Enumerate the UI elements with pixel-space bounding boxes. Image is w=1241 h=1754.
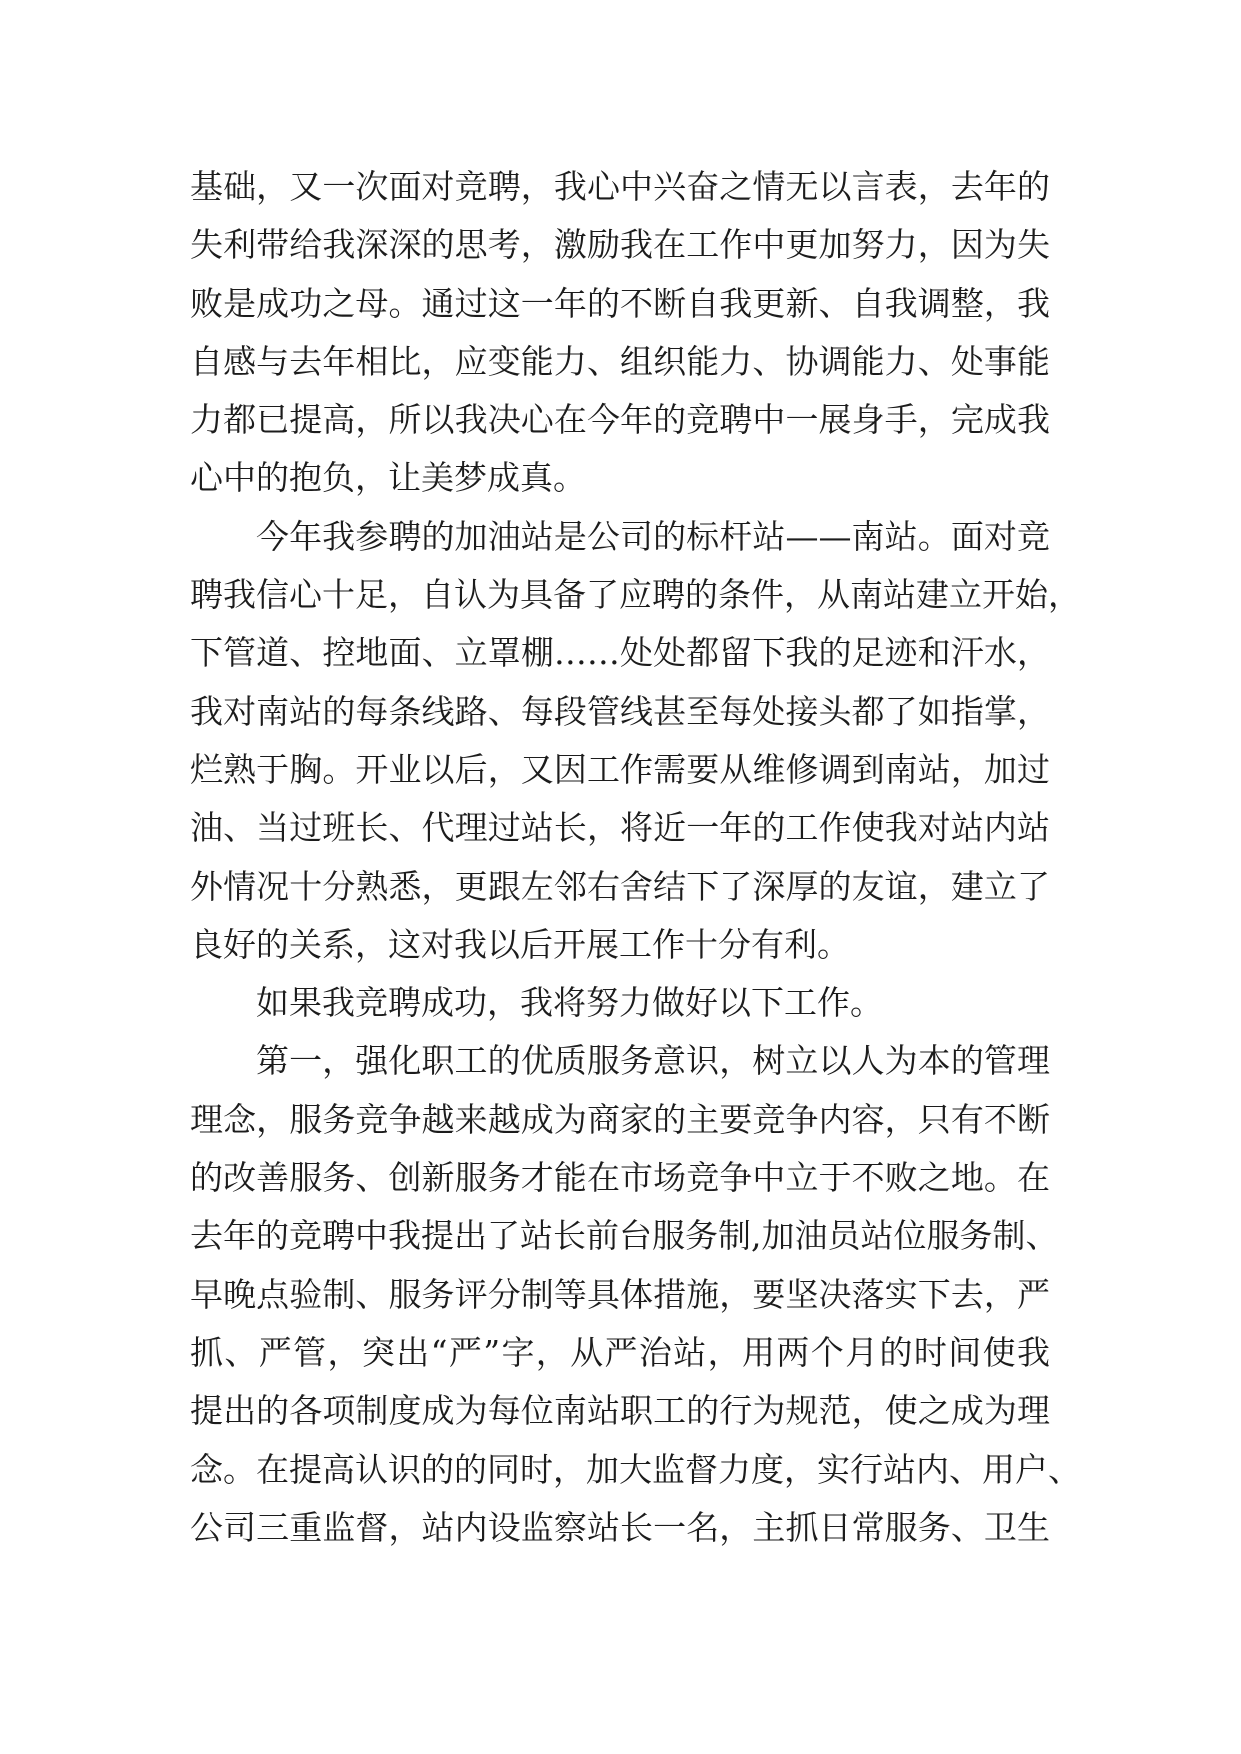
text-line: 如果我竞聘成功，我将努力做好以下工作。 <box>256 983 883 1023</box>
text-line: 的改善服务、创新服务才能在市场竞争中立于不败之地。在 <box>190 1158 1050 1198</box>
text-line: 自感与去年相比，应变能力、组织能力、协调能力、处事能 <box>190 341 1050 381</box>
text-line: 外情况十分熟悉，更跟左邻右舍结下了深厚的友谊，建立了 <box>190 866 1050 906</box>
text-line: 我对南站的每条线路、每段管线甚至每处接头都了如指掌， <box>190 691 1050 731</box>
text-line: 败是成功之母。通过这一年的不断自我更新、自我调整，我 <box>190 283 1050 323</box>
text-line: 公司三重监督，站内设监察站长一名，主抓日常服务、卫生 <box>190 1507 1050 1547</box>
text-line: 心中的抱负，让美梦成真。 <box>190 458 586 498</box>
text-line: 提出的各项制度成为每位南站职工的行为规范，使之成为理 <box>190 1391 1050 1431</box>
body-text <box>190 158 1081 1557</box>
text-line: 念。在提高认识的的同时，加大监督力度，实行站内、用户、 <box>190 1449 1081 1489</box>
text-line: 油、当过班长、代理过站长，将近一年的工作使我对站内站 <box>190 808 1050 848</box>
text-line: 下管道、控地面、立罩棚……处处都留下我的足迹和汗水， <box>190 633 1050 673</box>
text-line: 良好的关系，这对我以后开展工作十分有利。 <box>190 924 850 964</box>
text-line: 抓、严管，突出“严”字，从严治站，用两个月的时间使我 <box>190 1332 1050 1372</box>
text-line: 失利带给我深深的思考，激励我在工作中更加努力，因为失 <box>190 225 1050 265</box>
text-line: 力都已提高，所以我决心在今年的竞聘中一展身手，完成我 <box>190 400 1050 440</box>
text-line: 去年的竞聘中我提出了站长前台服务制,加油员站位服务制、 <box>190 1216 1059 1256</box>
text-line: 聘我信心十足，自认为具备了应聘的条件，从南站建立开始， <box>190 575 1081 615</box>
text-line: 理念，服务竞争越来越成为商家的主要竞争内容，只有不断 <box>190 1099 1050 1139</box>
text-line: 烂熟于胸。开业以后，又因工作需要从维修调到南站，加过 <box>190 749 1050 789</box>
text-line: 早晚点验制、服务评分制等具体措施，要坚决落实下去，严 <box>190 1274 1050 1314</box>
text-line: 第一，强化职工的优质服务意识，树立以人为本的管理 <box>256 1041 1050 1081</box>
text-line: 今年我参聘的加油站是公司的标杆站——南站。面对竞 <box>256 516 1050 556</box>
text-line: 基础，又一次面对竞聘，我心中兴奋之情无以言表，去年的 <box>190 167 1050 206</box>
